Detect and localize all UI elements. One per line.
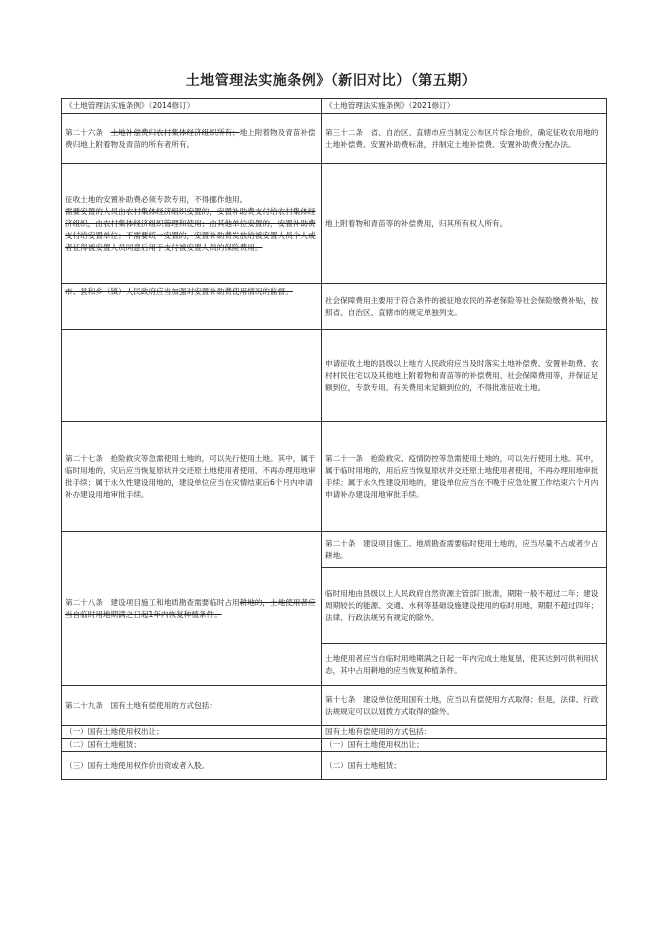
- old-article-26: [62, 114, 322, 164]
- new-item-1: （一）国有土地使用权出让；: [322, 739, 607, 752]
- old-article-28: [62, 532, 322, 686]
- old-article-29: 第二十九条 国有土地有偿使用的方式包括：: [62, 686, 322, 726]
- new-compensation-owner-text: 地上附着物和青苗等的补偿费用，归其所有权人所有。: [322, 164, 607, 284]
- old-relocation-fee-text: [62, 164, 322, 284]
- table-header-row: [62, 99, 607, 114]
- old-empty-cell: [62, 330, 322, 422]
- deleted-text: 耕地的，土地使用者应当自临时用地期满之日起1年内恢复种植条件。: [65, 597, 316, 619]
- old-text: 征收土地的安置补助费必须专款专用，不得挪作他用。: [65, 194, 248, 204]
- old-item-3: （三）国有土地使用权作价出资或者入股。: [62, 752, 322, 780]
- header-old-version: 《土地管理法实施条例》（2014修订）: [62, 99, 322, 114]
- new-article-32: 第三十二条 省、自治区、直辖市应当制定公布区片综合地价，确定征收农用地的土地补偿费、安置补助费标准，并制定土地补偿费、安置补助费分配办法。: [322, 114, 607, 164]
- old-text: 地上附着物及青苗补偿费归地上附着物及青苗的所有者所有。: [65, 127, 316, 149]
- new-social-security-text: 社会保障费用主要用于符合条件的被征地农民的养老保险等社会保险缴费补贴，按照省、自治区、直辖市的规定单独列支。: [322, 284, 607, 330]
- new-fee-implementation-text: 申请征收土地的县级以上地方人民政府应当及时落实土地补偿费、安置补助费、农村村民住宅以及其他地上附着物和青苗等的补偿费用、社会保障费用等，并保证足额到位，专款专用。有关费用未足额到位的，不得批准征收土地。: [322, 330, 607, 422]
- comparison-table: [61, 98, 607, 780]
- old-text: 第二十八条 建设项目施工和地质勘查需要临时占用: [65, 597, 240, 607]
- table-row: [62, 739, 607, 752]
- deleted-text: 土地补偿费归农村集体经济组织所有；: [110, 127, 240, 137]
- deleted-text: 需要安置的人员由农村集体经济组织安置的，安置补助费支付给农村集体经济组织，由农村集体经济组织管理和使用；由其他单位安置的，安置补助费支付给安置单位；不需要统一安置的，安置补助费发放给被安置人员个人或者征得被安置人员同意后用于支付被安置人员的保险费用。: [65, 206, 316, 252]
- old-item-2: （二）国有土地租赁；: [62, 739, 322, 752]
- new-article-20: 第二十条 建设项目施工、地质勘查需要临时使用土地的，应当尽量不占或者少占耕地。: [322, 532, 607, 568]
- new-item-2: （二）国有土地租赁；: [322, 752, 607, 780]
- header-new-version: 《土地管理法实施条例》（2021修订）: [322, 99, 607, 114]
- table-row: [62, 532, 607, 568]
- page-title: 土地管理法实施条例》（新旧对比）（第五期）: [185, 73, 477, 89]
- table-row: [62, 752, 607, 780]
- old-supervision-text: [62, 284, 322, 330]
- new-article-17: 第十七条 建设单位使用国有土地，应当以有偿使用方式取得；但是，法律、行政法规规定可以以划拨方式取得的除外。: [322, 686, 607, 726]
- old-text: 第二十六条: [65, 127, 111, 137]
- table-row: [62, 422, 607, 532]
- table-row: [62, 686, 607, 726]
- table-row: [62, 164, 607, 284]
- old-article-27: 第二十七条 抢险救灾等急需使用土地的，可以先行使用土地。其中，属于临时用地的，灾后应当恢复原状并交还原土地使用者使用，不再办理用地审批手续；属于永久性建设用地的，建设单位应当在灾情结束后6个月内申请补办建设用地审批手续。: [62, 422, 322, 532]
- table-row: [62, 284, 607, 330]
- table-row: [62, 114, 607, 164]
- new-article-21: 第二十一条 抢险救灾、疫情防控等急需使用土地的，可以先行使用土地。其中，属于临时用地的，用后应当恢复原状并交还原土地使用者使用，不再办理用地审批手续；属于永久性建设用地的，建设单位应当在不晚于应急处置工作结束六个月内申请补办建设用地审批手续。: [322, 422, 607, 532]
- new-land-reclamation-text: 土地使用者应当自临时用地期满之日起一年内完成土地复垦，使其达到可供利用状态，其中占用耕地的应当恢复种植条件。: [322, 644, 607, 686]
- table-row: [62, 726, 607, 739]
- new-methods-heading: 国有土地有偿使用的方式包括：: [322, 726, 607, 739]
- old-item-1: （一）国有土地使用权出让；: [62, 726, 322, 739]
- new-temporary-land-approval: 临时用地由县级以上人民政府自然资源主管部门批准，期限一般不超过二年；建设周期较长的能源、交通、水利等基础设施建设使用的临时用地，期限不超过四年；法律、行政法规另有规定的除外。: [322, 568, 607, 644]
- table-row: [62, 330, 607, 422]
- deleted-text: 市、县和乡（镇）人民政府应当加强对安置补助费使用情况的监督。: [65, 287, 293, 296]
